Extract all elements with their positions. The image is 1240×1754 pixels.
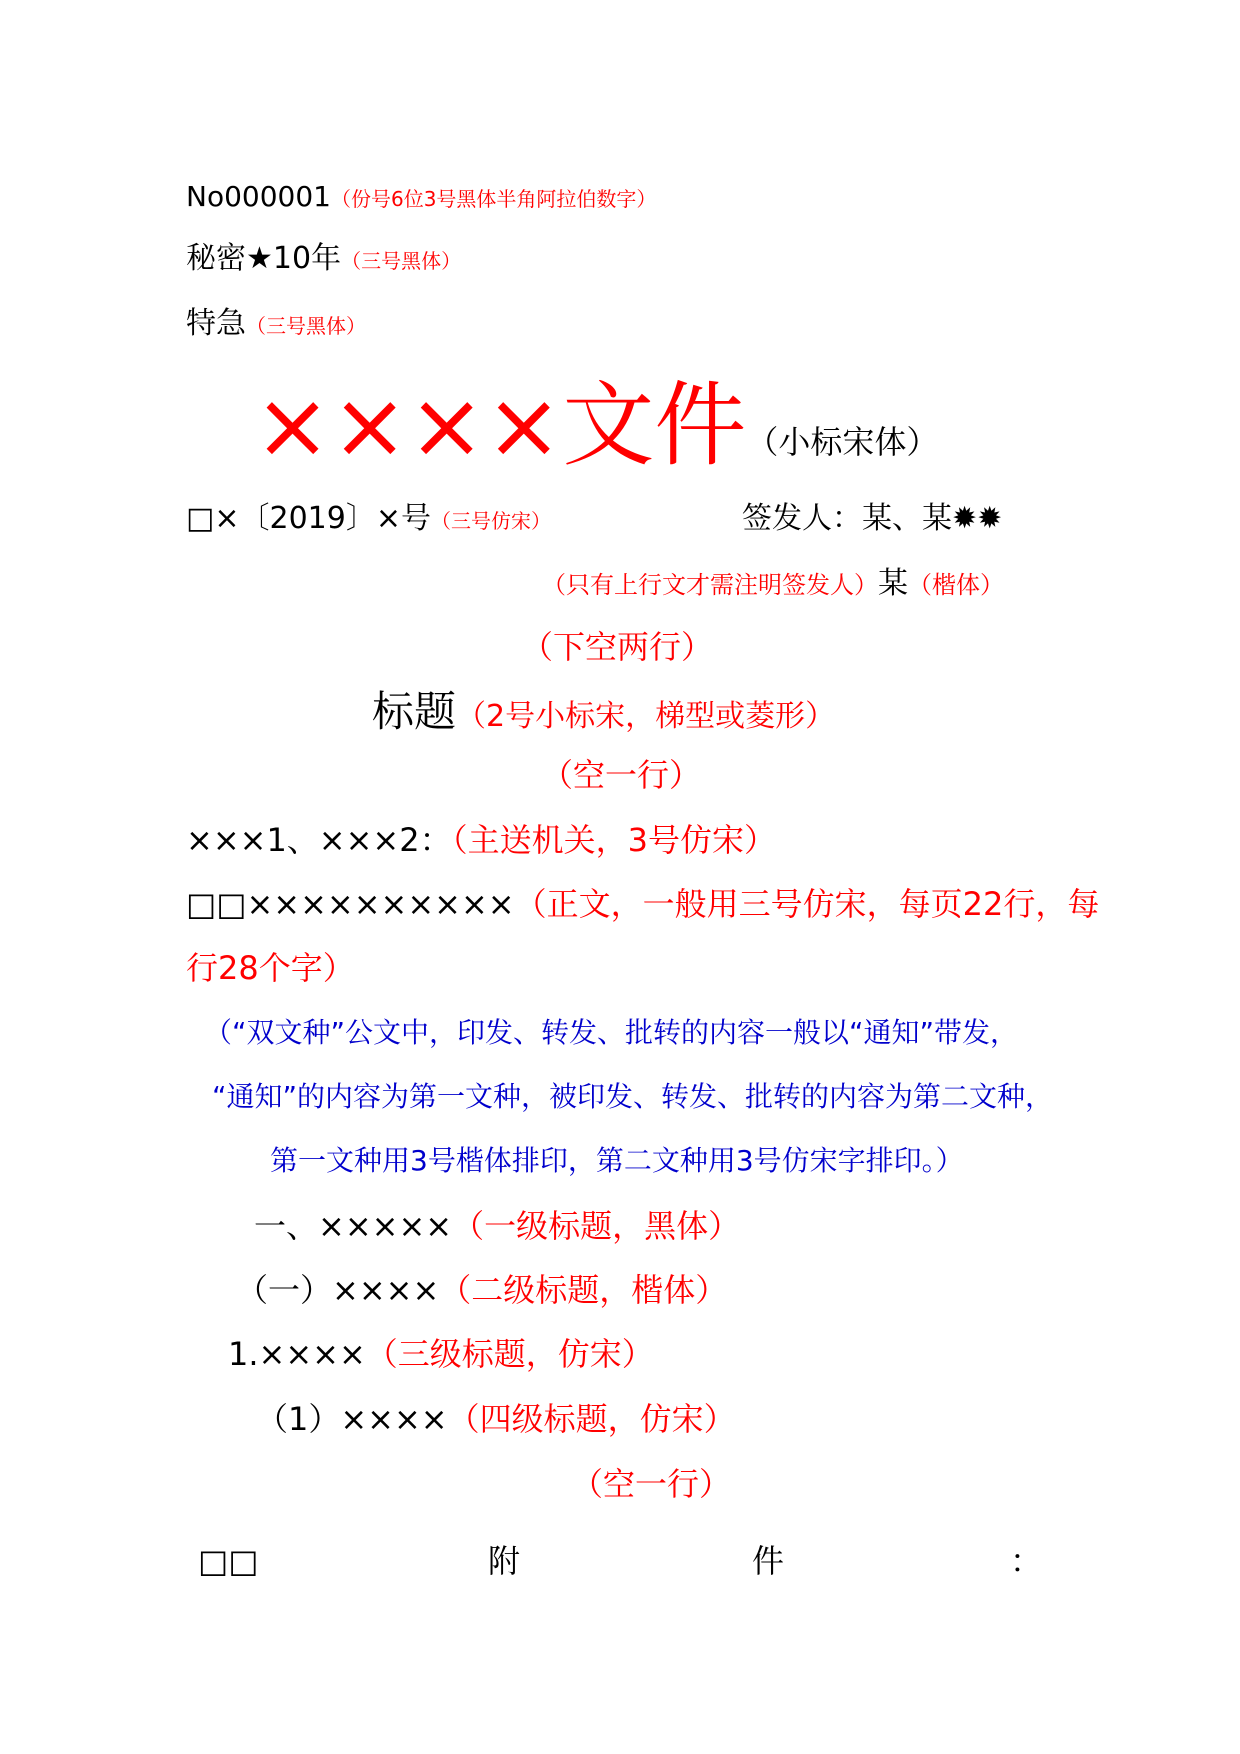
heading-level-4	[256, 1400, 736, 1438]
spacing-note-one-line: （空一行）	[541, 756, 702, 794]
spacing-note-one-line-2: （空一行）	[571, 1465, 732, 1503]
masthead-title: ××××文件	[254, 372, 747, 479]
doc-number-line	[186, 501, 551, 536]
heading-level-3-text: 1.××××	[228, 1335, 366, 1373]
heading-level-1	[254, 1207, 741, 1245]
attachment-char-1: 附	[488, 1542, 521, 1580]
secret-level-line	[186, 241, 462, 276]
signer-note-line	[542, 566, 1004, 601]
attachment-char-2: 件	[752, 1542, 785, 1580]
serial-number: No000001	[186, 180, 331, 213]
urgency: 特急	[186, 306, 246, 341]
heading-level-2-text: （一）××××	[236, 1271, 440, 1309]
signer-note: （只有上行文才需注明签发人）	[542, 571, 878, 599]
urgency-line	[186, 306, 366, 341]
serial-number-note: （份号6位3号黑体半角阿拉伯数字）	[330, 187, 657, 211]
signer-label: 签发人：某、某✹✹	[742, 501, 1003, 536]
attachment-colon: ：	[1010, 1542, 1043, 1580]
dual-doc-note-3: 第一文种用3号楷体排印，第二文种用3号仿宋字排印。）	[270, 1144, 964, 1177]
secret-level: 秘密★10年	[186, 241, 342, 276]
heading-level-1-note: （一级标题，黑体）	[452, 1207, 741, 1245]
heading-level-3-note: （三级标题，仿宋）	[365, 1335, 654, 1373]
doc-number: □×〔2019〕×号	[186, 501, 431, 536]
doc-number-note: （三号仿宋）	[430, 509, 551, 533]
body-line-1	[186, 885, 1100, 923]
spacing-note-two-lines: （下空两行）	[521, 628, 714, 666]
serial-number-line	[186, 180, 657, 213]
body-note-1: （正文，一般用三号仿宋，每页22行，每	[514, 885, 1100, 923]
doc-title-line	[372, 687, 836, 736]
urgency-note: （三号黑体）	[246, 314, 366, 338]
recipients-line	[186, 821, 776, 859]
heading-level-2-note: （二级标题，楷体）	[439, 1271, 728, 1309]
masthead-line	[254, 372, 939, 479]
heading-level-4-note: （四级标题，仿宋）	[447, 1400, 736, 1438]
masthead-note: （小标宋体）	[746, 423, 939, 461]
attachment-indent: □□	[198, 1542, 259, 1580]
body-text: □□××××××××××	[186, 885, 515, 923]
heading-level-2	[236, 1271, 728, 1309]
recipients-note: （主送机关，3号仿宋）	[451, 821, 776, 859]
secret-level-note: （三号黑体）	[341, 249, 462, 273]
heading-level-4-text: （1）××××	[256, 1400, 448, 1438]
dual-doc-note-2: “通知”的内容为第一文种，被印发、转发、批转的内容为第二文种，	[212, 1080, 1054, 1113]
doc-title: 标题	[372, 687, 457, 736]
recipients: ×××1、×××2：	[186, 821, 452, 859]
heading-level-1-text: 一、×××××	[254, 1207, 453, 1245]
signer-name-note: （楷体）	[908, 571, 1004, 599]
dual-doc-note-1: （“双文种”公文中，印发、转发、批转的内容一般以“通知”带发，	[204, 1016, 1019, 1049]
body-note-2: 行28个字）	[186, 949, 355, 987]
signer-name: 某	[878, 566, 908, 601]
doc-title-note: （2号小标宋，梯型或菱形）	[456, 699, 836, 734]
heading-level-3	[228, 1335, 654, 1373]
